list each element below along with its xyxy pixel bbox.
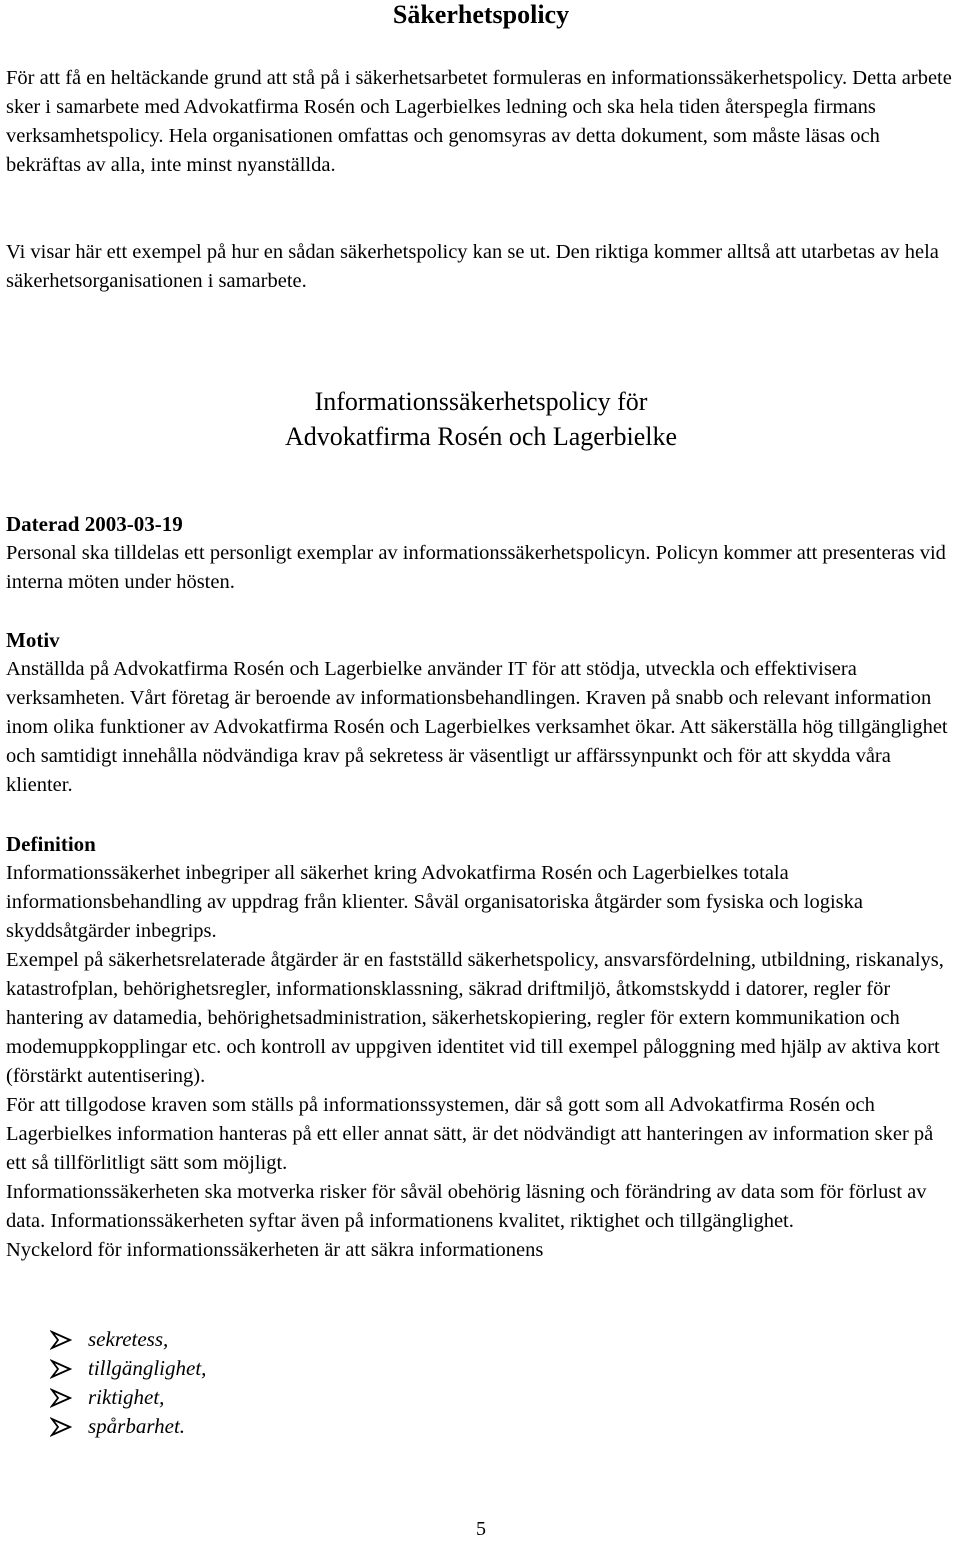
keyword-item	[50, 1325, 206, 1354]
policy-title-line: Informationssäkerhetspolicy för	[314, 387, 648, 416]
arrowhead-bullet-icon	[50, 1359, 72, 1379]
page-number: 5	[476, 1518, 486, 1540]
keyword-list	[50, 1325, 206, 1441]
policy-title-line: Advokatfirma Rosén och Lagerbielke	[284, 422, 678, 451]
dated-heading: Daterad 2003-03-19	[6, 512, 183, 536]
intro-paragraph: För att få en heltäckande grund att stå på i säkerhetsarbetet formuleras en informationssäkerhetspolicy. Detta arbete sker i samarbete med Advokatfirma Rosén och Lagerbielkes ledning och ska hela tiden återspegla firmans verksamhetspolicy. Hela organisationen omfattas och genomsyras av detta dokument, som måste läsas och bekräftas av alla, inte minst nyanställda.	[6, 67, 952, 176]
definition-heading: Definition	[6, 832, 96, 856]
arrowhead-bullet-icon	[50, 1417, 72, 1437]
keyword-label: spårbarhet.	[88, 1414, 186, 1438]
definition-paragraph: Nyckelord för informationssäkerheten är att säkra informationens	[6, 1239, 544, 1261]
arrowhead-bullet-icon	[50, 1388, 72, 1408]
definition-paragraph: Informationssäkerhet inbegriper all säkerhet kring Advokatfirma Rosén och Lagerbielkes totala informationsbehandling av uppdrag från klienter. Såväl organisatoriska åtgärder som fysiska och logiska skyddsåtgärder inbegrips.	[6, 862, 863, 942]
keyword-item	[50, 1354, 206, 1383]
keyword-item	[50, 1383, 206, 1412]
keyword-label: sekretess,	[88, 1327, 169, 1351]
definition-paragraph: Exempel på säkerhetsrelaterade åtgärder är en fastställd säkerhetspolicy, ansvarsfördelning, utbildning, riskanalys, katastrofplan, behörighetsregler, informationsklassning, säkrad driftmiljö, åtkomstskydd i datorer, regler för hantering av datamedia, behörighetsadministration, säkerhetskopiering, regler för extern kommunikation och modemuppkopplingar etc. och kontroll av uppgiven identitet vid till exempel påloggning med hjälp av aktiva kort (förstärkt autentisering).	[6, 949, 944, 1087]
policy-title	[6, 384, 956, 454]
keyword-item	[50, 1412, 206, 1441]
intro-paragraph: Vi visar här ett exempel på hur en sådan säkerhetspolicy kan se ut. Den riktiga kommer alltså att utarbetas av hela säkerhetsorganisationen i samarbete.	[6, 241, 939, 292]
dated-paragraph: Personal ska tilldelas ett personligt exemplar av informationssäkerhetspolicyn. Policyn kommer att presenteras vid interna möten under hösten.	[6, 542, 946, 593]
definition-paragraph: För att tillgodose kraven som ställs på informationssystemen, där så gott som all Advokatfirma Rosén och Lagerbielkes information hanteras på ett eller annat sätt, är det nödvändigt att hanteringen av information sker på ett så tillförlitligt sätt som möjligt.	[6, 1094, 934, 1174]
keyword-label: tillgänglighet,	[88, 1356, 207, 1380]
arrowhead-bullet-icon	[50, 1330, 72, 1350]
motiv-paragraph: Anställda på Advokatfirma Rosén och Lagerbielke använder IT för att stödja, utveckla och effektivisera verksamheten. Vårt företag är beroende av informationsbehandlingen. Kraven på snabb och relevant information inom olika funktioner av Advokatfirma Rosén och Lagerbielkes verksamhet ökar. Att säkerställa hög tillgänglighet och samtidigt innehålla nödvändiga krav på sekretess är väsentligt ur affärssynpunkt och för att skydda våra klienter.	[6, 658, 948, 796]
definition-body	[6, 859, 956, 1265]
keyword-label: riktighet,	[88, 1385, 165, 1409]
motiv-heading: Motiv	[6, 628, 60, 652]
definition-paragraph: Informationssäkerheten ska motverka risker för såväl obehörig läsning och förändring av data som för förlust av data. Informationssäkerheten syftar även på informationens kvalitet, riktighet och tillgänglighet.	[6, 1181, 927, 1232]
document-page	[6, 0, 956, 1543]
document-title: Säkerhetspolicy	[392, 0, 570, 29]
